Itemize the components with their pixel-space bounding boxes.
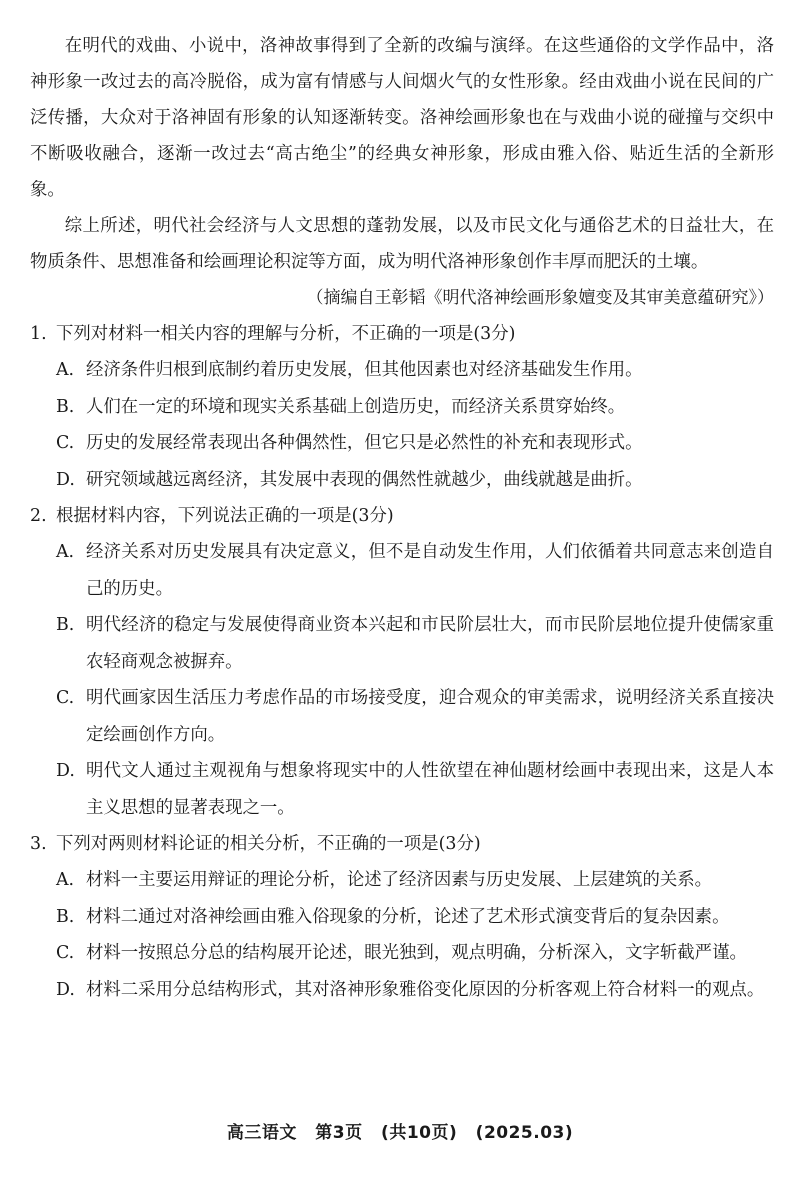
option-letter: D.: [56, 469, 75, 490]
option-text: 明代经济的稳定与发展使得商业资本兴起和市民阶层壮大，而市民阶层地位提升使儒家重农轻商观念被摒弃。: [86, 615, 774, 672]
option-a[interactable]: [30, 534, 774, 607]
question-stem: [30, 826, 774, 862]
option-letter: C.: [56, 688, 75, 708]
page-footer: [0, 1118, 800, 1143]
question-1: [30, 316, 774, 498]
question-stem: [30, 498, 774, 534]
option-a[interactable]: [30, 862, 774, 899]
option-b[interactable]: [30, 389, 774, 426]
option-list: [30, 534, 774, 826]
option-text: 研究领域越远离经济，其发展中表现的偶然性就越少，曲线就越是曲折。: [86, 469, 643, 490]
option-letter: A.: [56, 870, 75, 890]
option-text: 人们在一定的环境和现实关系基础上创造历史，而经济关系贯穿始终。: [86, 396, 626, 417]
question-2: [30, 498, 774, 826]
option-text: 明代文人通过主观视角与想象将现实中的人性欲望在神仙题材绘画中表现出来，这是人本主义思想的显著表现之一。: [86, 761, 774, 818]
option-text: 材料一主要运用辩证的理论分析，论述了经济因素与历史发展、上层建筑的关系。: [86, 870, 713, 890]
option-text: 明代画家因生活压力考虑作品的市场接受度，迎合观众的审美需求，说明经济关系直接决定绘画创作方向。: [86, 688, 774, 745]
question-3: [30, 826, 774, 1008]
question-number: 2.: [30, 506, 47, 526]
option-letter: D.: [56, 979, 75, 1000]
option-letter: B.: [56, 906, 75, 927]
option-b[interactable]: [30, 607, 774, 680]
question-stem: [30, 316, 774, 352]
question-text: 根据材料内容，下列说法正确的一项是(3分): [56, 506, 394, 526]
option-a[interactable]: [30, 352, 774, 389]
option-text: 经济条件归根到底制约着历史发展，但其他因素也对经济基础发生作用。: [86, 360, 643, 380]
footer-date: (2025.03): [475, 1123, 574, 1143]
option-letter: B.: [56, 615, 75, 635]
footer-total-pages: (共10页): [381, 1123, 458, 1143]
option-text: 材料二通过对洛神绘画由雅入俗现象的分析，论述了艺术形式演变背后的复杂因素。: [86, 906, 730, 927]
option-letter: C.: [56, 943, 75, 963]
option-text: 经济关系对历史发展具有决定意义，但不是自动发生作用，人们依循着共同意志来创造自己的历史。: [86, 542, 774, 599]
option-text: 历史的发展经常表现出各种偶然性，但它只是必然性的补充和表现形式。: [86, 433, 643, 453]
question-number: 1.: [30, 324, 47, 344]
option-c[interactable]: [30, 680, 774, 753]
option-d[interactable]: [30, 753, 774, 826]
option-list: [30, 862, 774, 1008]
passage-paragraph-1: 在明代的戏曲、小说中，洛神故事得到了全新的改编与演绎。在这些通俗的文学作品中，洛神形象一改过去的高冷脱俗，成为富有情感与人间烟火气的女性形象。经由戏曲小说在民间的广泛传播，大众对于洛神固有形象的认知逐渐转变。洛神绘画形象也在与戏曲小说的碰撞与交织中不断吸收融合，逐渐一改过去“高古绝尘”的经典女神形象，形成由雅入俗、贴近生活的全新形象。: [30, 36, 774, 200]
option-letter: D.: [56, 761, 75, 781]
option-letter: A.: [56, 542, 75, 562]
option-c[interactable]: [30, 425, 774, 462]
question-text: 下列对材料一相关内容的理解与分析，不正确的一项是(3分): [56, 324, 516, 344]
footer-page-number: 第3页: [315, 1123, 363, 1143]
option-d[interactable]: [30, 972, 774, 1009]
option-letter: C.: [56, 433, 75, 453]
option-letter: B.: [56, 396, 75, 417]
passage-paragraph-2: 综上所述，明代社会经济与人文思想的蓬勃发展，以及市民文化与通俗艺术的日益壮大，在物质条件、思想准备和绘画理论积淀等方面，成为明代洛神形象创作丰厚而肥沃的土壤。: [30, 216, 774, 272]
footer-subject: 高三语文: [226, 1123, 297, 1143]
question-text: 下列对两则材料论证的相关分析，不正确的一项是(3分): [56, 834, 481, 854]
question-number: 3.: [30, 834, 47, 854]
option-b[interactable]: [30, 899, 774, 936]
option-c[interactable]: [30, 935, 774, 972]
option-text: 材料一按照总分总的结构展开论述，眼光独到，观点明确，分析深入，文字斩截严谨。: [86, 943, 747, 963]
option-list: [30, 352, 774, 498]
option-letter: A.: [56, 360, 75, 380]
option-d[interactable]: [30, 462, 774, 499]
source-citation: （摘编自王彰韬《明代洛神绘画形象嬗变及其审美意蕴研究》）: [306, 288, 774, 308]
option-text: 材料二采用分总结构形式，其对洛神形象雅俗变化原因的分析客观上符合材料一的观点。: [86, 979, 765, 1000]
